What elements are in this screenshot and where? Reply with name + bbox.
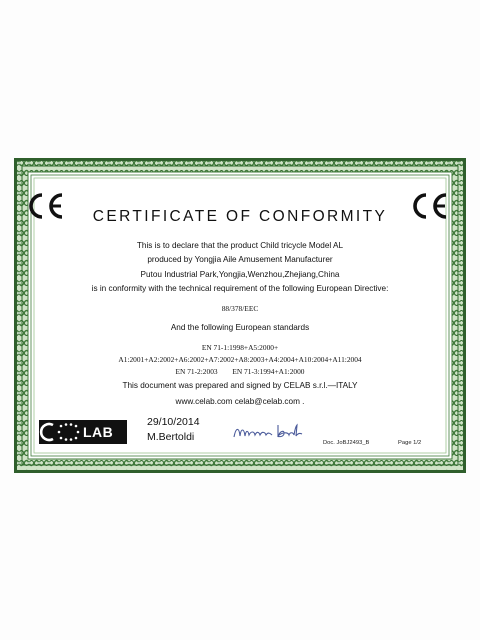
contact-line: www.celab.com celab@celab.com . [175,397,305,406]
producer-line: produced by Yongjia Aile Amusement Manufacturer [147,255,333,264]
standard-line-2: A1:2001+A2:2002+A6:2002+A7:2002+A8:2003+A4:2004+A10:2004+A11:2004 [118,355,362,364]
standard-line-1: EN 71-1:1998+A5:2000+ [201,343,279,352]
issue-date: 29/10/2014 [147,416,200,428]
page-reference: Page 1/2 [398,440,422,446]
standards-intro: And the following European standards [170,323,310,332]
address-line: Putou Industrial Park,Yongjia,Wenzhou,Zhejiang,China [140,270,340,279]
certificate-title: CERTIFICATE OF CONFORMITY [92,208,388,225]
signer-name: M.Bertoldi [147,431,195,443]
declaration-intro: This is to declare that the product Child tricycle Model AL [136,241,344,250]
handwritten-signature [232,421,312,443]
document-reference: Doc. JoBJ2493_B [323,440,370,446]
celab-logo-text: LAB [83,424,114,440]
conformity-line: is in conformity with the technical requirement of the following European Directive: [91,284,389,293]
celab-logo [39,420,127,444]
certificate [14,158,466,473]
directive-code: 88/378/EEC [221,304,259,313]
celab-logo-mark-icon [39,420,83,444]
prepared-line: This document was prepared and signed by CELAB s.r.l.—ITALY [122,381,358,390]
standard-line-3: EN 71-2:2003 EN 71-3:1994+A1:2000 [175,367,305,376]
